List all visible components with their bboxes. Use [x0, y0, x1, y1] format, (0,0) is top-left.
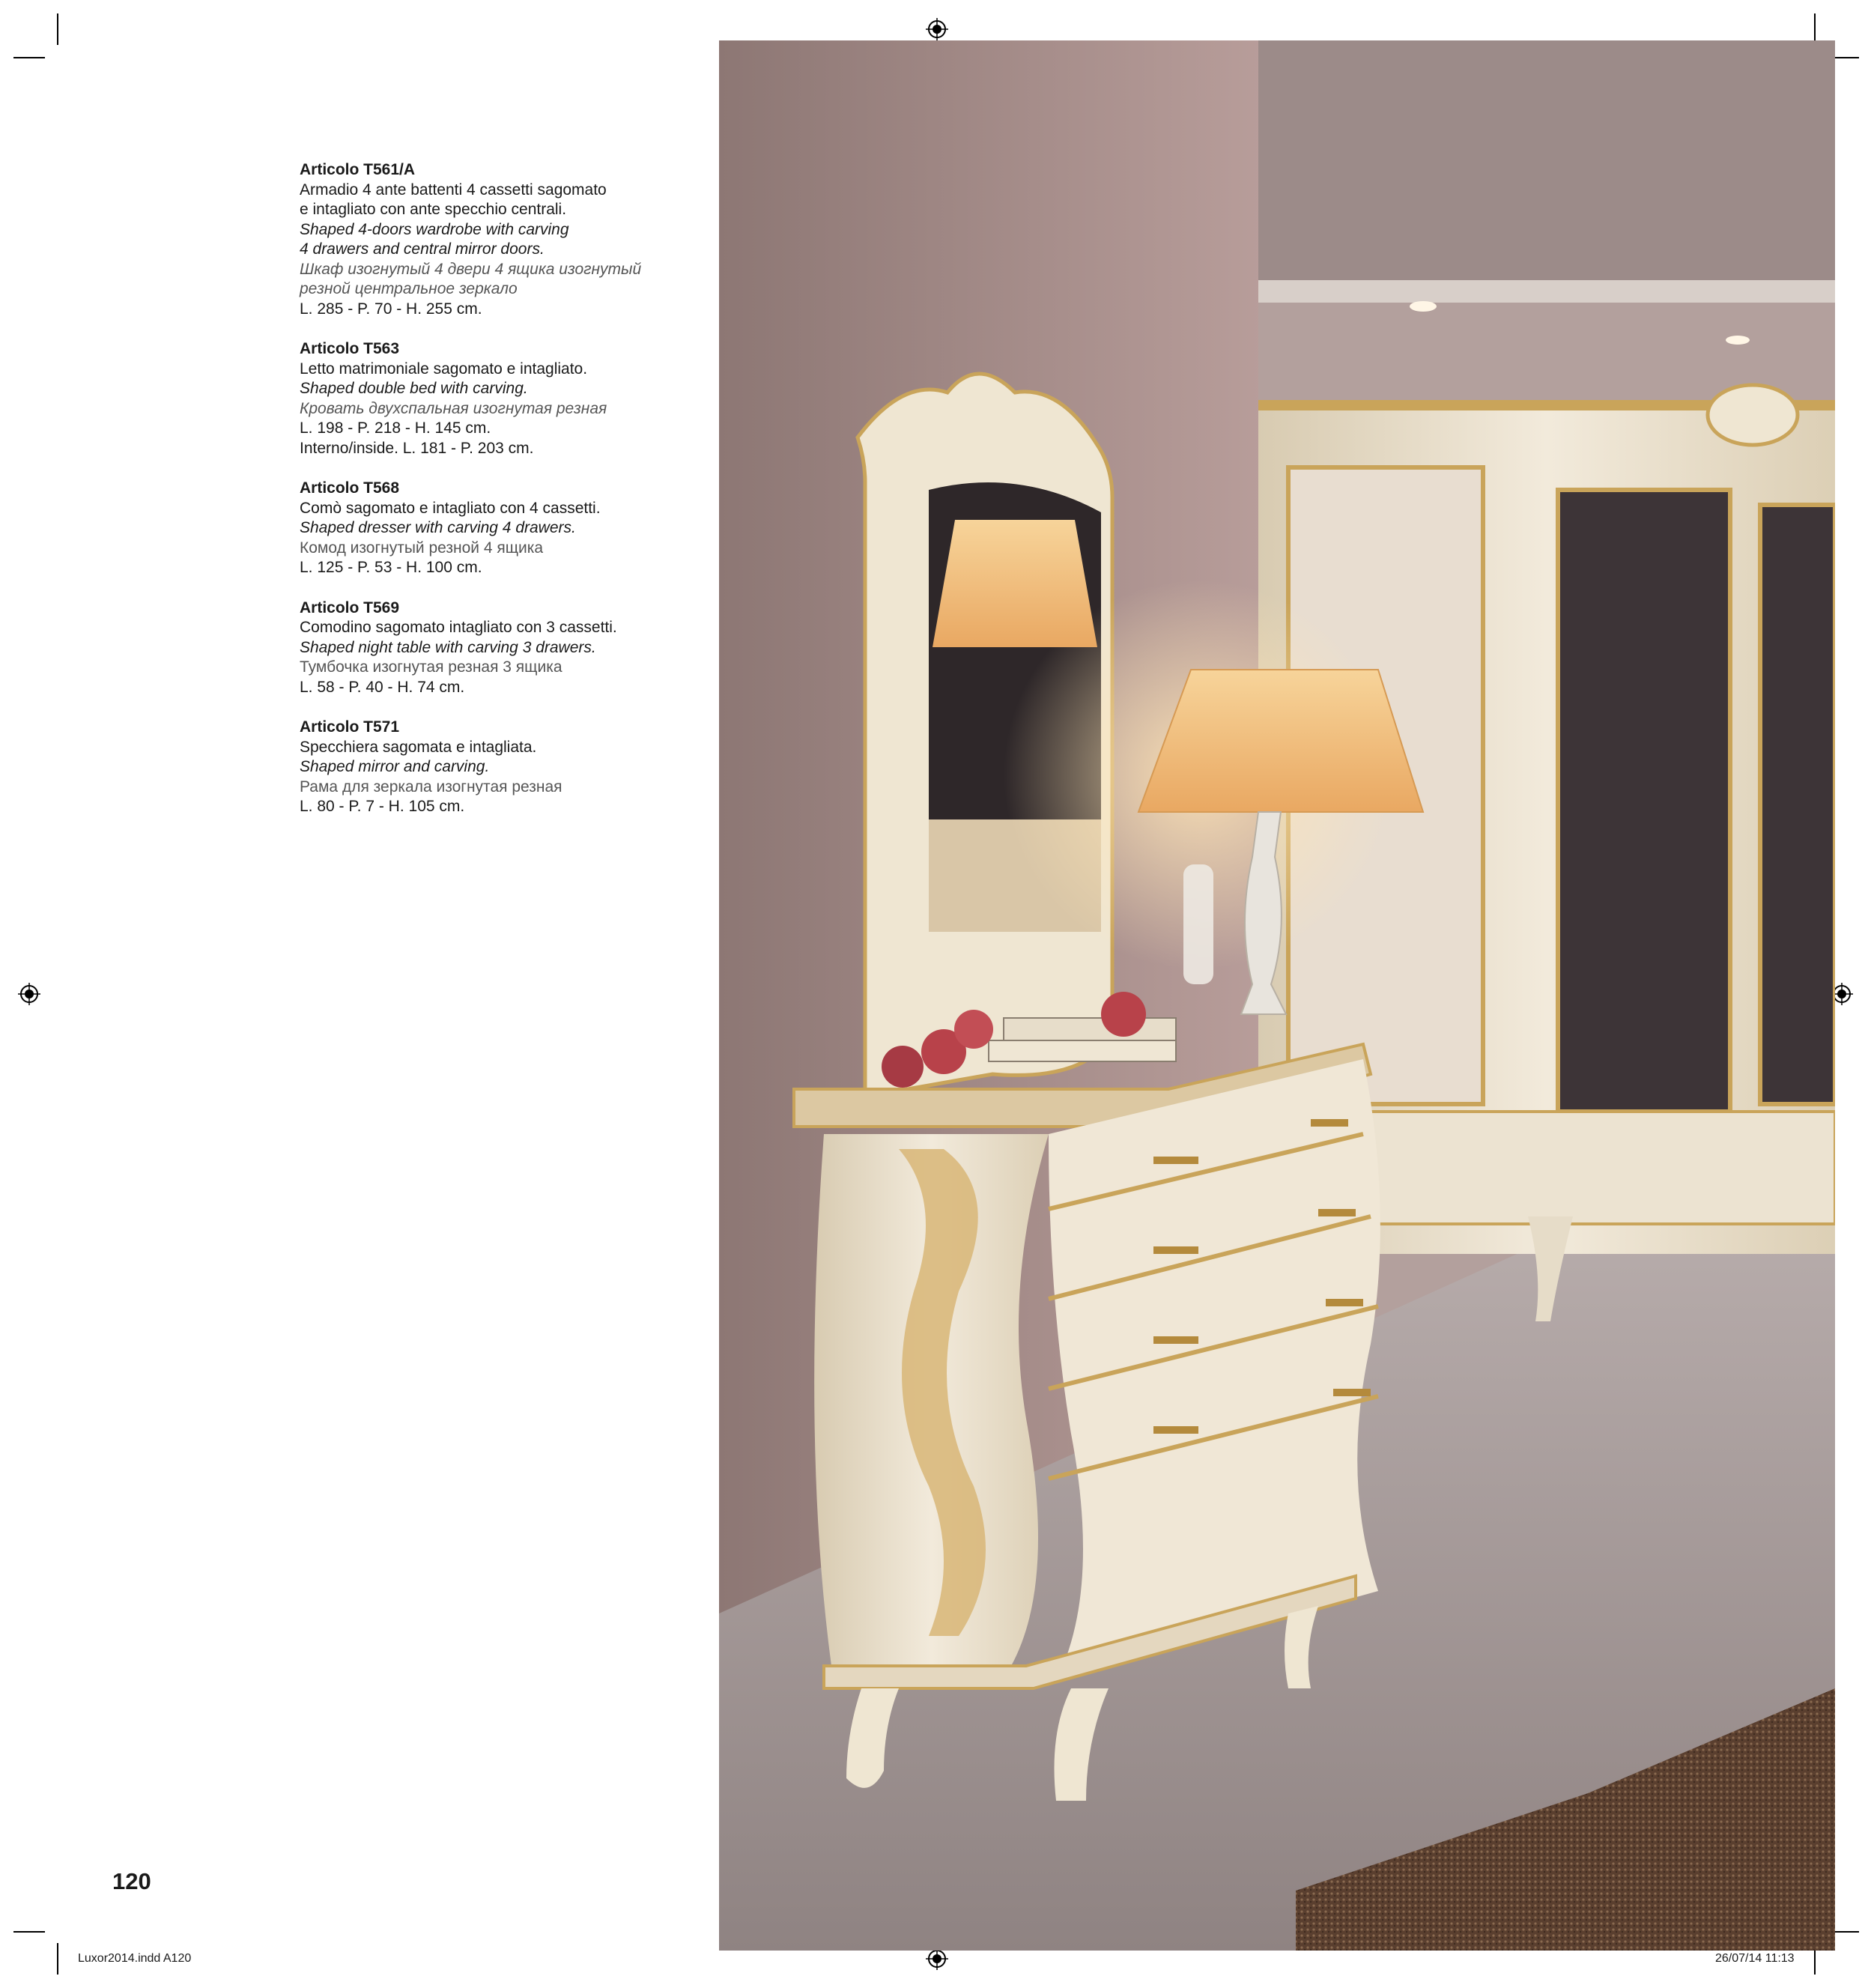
russian-description: Тумбочка изогнутая резная 3 ящика — [300, 658, 562, 676]
article-block — [300, 479, 689, 578]
crop-mark — [13, 1931, 45, 1933]
article-code: Articolo T561/A — [300, 161, 416, 178]
dimensions: L. 285 - P. 70 - H. 255 cm. — [300, 300, 482, 318]
registration-mark-icon — [18, 983, 40, 1005]
english-description: Shaped 4-doors wardrobe with carving — [300, 220, 569, 238]
dimensions: L. 58 - P. 40 - H. 74 cm. — [300, 678, 465, 696]
english-description: Shaped double bed with carving. — [300, 380, 528, 397]
italian-description: Letto matrimoniale sagomato e intagliato. — [300, 360, 588, 378]
dimensions: Interno/inside. L. 181 - P. 203 cm. — [300, 439, 534, 457]
article-block — [300, 339, 689, 458]
english-description: Shaped dresser with carving 4 drawers. — [300, 519, 576, 536]
russian-description: Комод изогнутый резной 4 ящика — [300, 539, 544, 557]
dimensions: L. 198 - P. 218 - H. 145 cm. — [300, 419, 491, 437]
russian-description: Рама для зеркала изогнутая резная — [300, 778, 562, 795]
dimensions: L. 80 - P. 7 - H. 105 cm. — [300, 798, 465, 815]
italian-description: Comò sagomato e intagliato con 4 cassetti. — [300, 499, 601, 517]
article-list — [300, 160, 689, 837]
page-number: 120 — [112, 1868, 151, 1894]
italian-description: Comodino sagomato intagliato con 3 cassetti. — [300, 619, 617, 636]
crop-mark — [57, 13, 58, 45]
english-description: Shaped mirror and carving. — [300, 758, 490, 775]
article-block — [300, 598, 689, 698]
dimensions: L. 125 - P. 53 - H. 100 cm. — [300, 559, 482, 576]
article-code: Articolo T563 — [300, 340, 400, 357]
english-description: 4 drawers and central mirror doors. — [300, 240, 545, 258]
crop-mark — [13, 57, 45, 58]
english-description: Shaped night table with carving 3 drawers. — [300, 638, 596, 656]
registration-mark-icon — [926, 1948, 948, 1970]
russian-description: Кровать двухспальная изогнутая резная — [300, 399, 607, 417]
product-photo — [719, 40, 1835, 1951]
article-block — [300, 718, 689, 817]
file-slug: Luxor2014.indd A120 — [78, 1952, 192, 1965]
russian-description: Шкаф изогнутый 4 двери 4 ящика изогнутый — [300, 260, 642, 278]
date-slug: 26/07/14 11:13 — [1715, 1952, 1795, 1965]
italian-description: Specchiera sagomata e intagliata. — [300, 738, 537, 756]
russian-description: резной центральное зеркало — [300, 280, 518, 297]
crop-mark — [57, 1943, 58, 1975]
italian-description: e intagliato con ante specchio centrali. — [300, 201, 567, 218]
article-code: Articolo T569 — [300, 598, 400, 616]
registration-mark-icon — [926, 18, 948, 40]
italian-description: Armadio 4 ante battenti 4 cassetti sagomato — [300, 181, 607, 199]
article-code: Articolo T571 — [300, 718, 400, 736]
article-code: Articolo T568 — [300, 479, 400, 497]
article-block — [300, 160, 689, 319]
